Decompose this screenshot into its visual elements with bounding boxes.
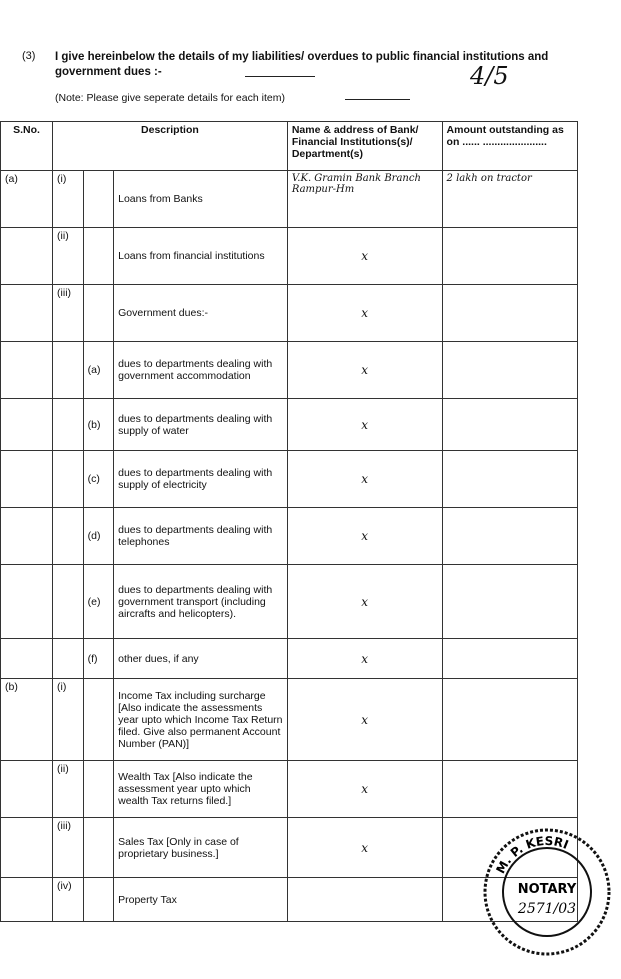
table-row	[1, 228, 578, 285]
row-letter	[83, 761, 113, 818]
underline-dash	[245, 76, 315, 77]
row-bank-entry: x	[287, 451, 442, 508]
row-bank-entry: x	[287, 508, 442, 565]
row-letter: (c)	[83, 451, 113, 508]
table-row	[1, 639, 578, 679]
seal-center-text: NOTARY	[517, 882, 577, 897]
row-amount: 2 lakh on tractor	[442, 171, 577, 228]
row-description: dues to departments dealing with supply of electricity	[114, 451, 288, 508]
col-bank: Name & address of Bank/ Financial Institutions(s)/ Department(s)	[287, 122, 442, 171]
row-sno	[1, 639, 53, 679]
row-letter: (d)	[83, 508, 113, 565]
row-description: other dues, if any	[114, 639, 288, 679]
row-letter	[83, 171, 113, 228]
row-bank-entry: x	[287, 399, 442, 451]
liabilities-table	[0, 121, 578, 922]
item-number: (3)	[22, 50, 36, 62]
row-sno	[1, 508, 53, 565]
col-description: Description	[53, 122, 288, 171]
col-sno: S.No.	[1, 122, 53, 171]
row-sno	[1, 565, 53, 639]
row-sno	[1, 878, 53, 922]
row-bank-entry: x	[287, 228, 442, 285]
row-description: Loans from Banks	[114, 171, 288, 228]
row-amount	[442, 285, 577, 342]
row-letter: (f)	[83, 639, 113, 679]
row-bank-entry	[287, 878, 442, 922]
table-row	[1, 171, 578, 228]
row-subnumber: (iii)	[53, 818, 84, 878]
row-subnumber	[53, 508, 84, 565]
row-amount	[442, 508, 577, 565]
row-amount	[442, 451, 577, 508]
row-bank-entry: x	[287, 285, 442, 342]
row-subnumber	[53, 451, 84, 508]
row-subnumber	[53, 342, 84, 399]
seal-number: 2571/03	[517, 901, 577, 917]
row-description: dues to departments dealing with supply of water	[114, 399, 288, 451]
row-subnumber	[53, 399, 84, 451]
row-sno: (b)	[1, 679, 53, 761]
row-letter: (e)	[83, 565, 113, 639]
note-dash	[345, 99, 410, 100]
row-subnumber	[53, 565, 84, 639]
table-row	[1, 508, 578, 565]
row-amount	[442, 761, 577, 818]
row-sno	[1, 761, 53, 818]
table-row	[1, 761, 578, 818]
row-description: Income Tax including surcharge [Also indicate the assessments year upto which Income Tax Return filed. Give also permanent Account Number (PAN)]	[114, 679, 288, 761]
row-sno	[1, 451, 53, 508]
row-amount	[442, 639, 577, 679]
row-description: Sales Tax [Only in case of proprietary business.]	[114, 818, 288, 878]
row-sno: (a)	[1, 171, 53, 228]
row-sno	[1, 285, 53, 342]
row-letter	[83, 228, 113, 285]
svg-text:M. P. KESRI	[493, 834, 570, 876]
row-amount	[442, 565, 577, 639]
row-letter: (b)	[83, 399, 113, 451]
table-row	[1, 565, 578, 639]
row-sno	[1, 818, 53, 878]
row-bank-entry: x	[287, 679, 442, 761]
row-description: dues to departments dealing with telephones	[114, 508, 288, 565]
row-bank-entry: x	[287, 639, 442, 679]
table-header-row	[1, 122, 578, 171]
row-description: Loans from financial institutions	[114, 228, 288, 285]
row-subnumber: (iii)	[53, 285, 84, 342]
seal-top-text: M. P. KESRI	[493, 833, 571, 877]
row-amount	[442, 679, 577, 761]
table-row	[1, 342, 578, 399]
row-sno	[1, 228, 53, 285]
row-subnumber: (ii)	[53, 228, 84, 285]
row-description: Wealth Tax [Also indicate the assessment year upto which wealth Tax returns filed.]	[114, 761, 288, 818]
col-amount: Amount outstanding as on ...... ......................	[442, 122, 577, 171]
row-amount	[442, 342, 577, 399]
table-row	[1, 399, 578, 451]
row-amount	[442, 228, 577, 285]
row-subnumber: (i)	[53, 171, 84, 228]
row-description: dues to departments dealing with government accommodation	[114, 342, 288, 399]
row-letter: (a)	[83, 342, 113, 399]
row-subnumber: (i)	[53, 679, 84, 761]
row-letter	[83, 285, 113, 342]
notary-seal	[480, 825, 615, 960]
row-bank-entry: x	[287, 342, 442, 399]
row-bank-entry: V.K. Gramin Bank Branch Rampur-Hm	[287, 171, 442, 228]
table-row	[1, 679, 578, 761]
row-bank-entry: x	[287, 761, 442, 818]
row-amount	[442, 399, 577, 451]
note-text: (Note: Please give seperate details for each item)	[55, 92, 285, 104]
handwritten-page-number: 4/5	[470, 62, 509, 90]
row-letter	[83, 818, 113, 878]
row-subnumber: (iv)	[53, 878, 84, 922]
row-bank-entry: x	[287, 818, 442, 878]
row-subnumber: (ii)	[53, 761, 84, 818]
statement-heading: I give hereinbelow the details of my liabilities/ overdues to public financial institutions and government dues :-	[55, 51, 549, 78]
row-sno	[1, 399, 53, 451]
row-description: Property Tax	[114, 878, 288, 922]
row-description: dues to departments dealing with government transport (including aircrafts and helicopters).	[114, 565, 288, 639]
row-letter	[83, 679, 113, 761]
row-bank-entry: x	[287, 565, 442, 639]
table-row	[1, 285, 578, 342]
row-letter	[83, 878, 113, 922]
row-sno	[1, 342, 53, 399]
row-subnumber	[53, 639, 84, 679]
table-row	[1, 451, 578, 508]
row-description: Government dues:-	[114, 285, 288, 342]
